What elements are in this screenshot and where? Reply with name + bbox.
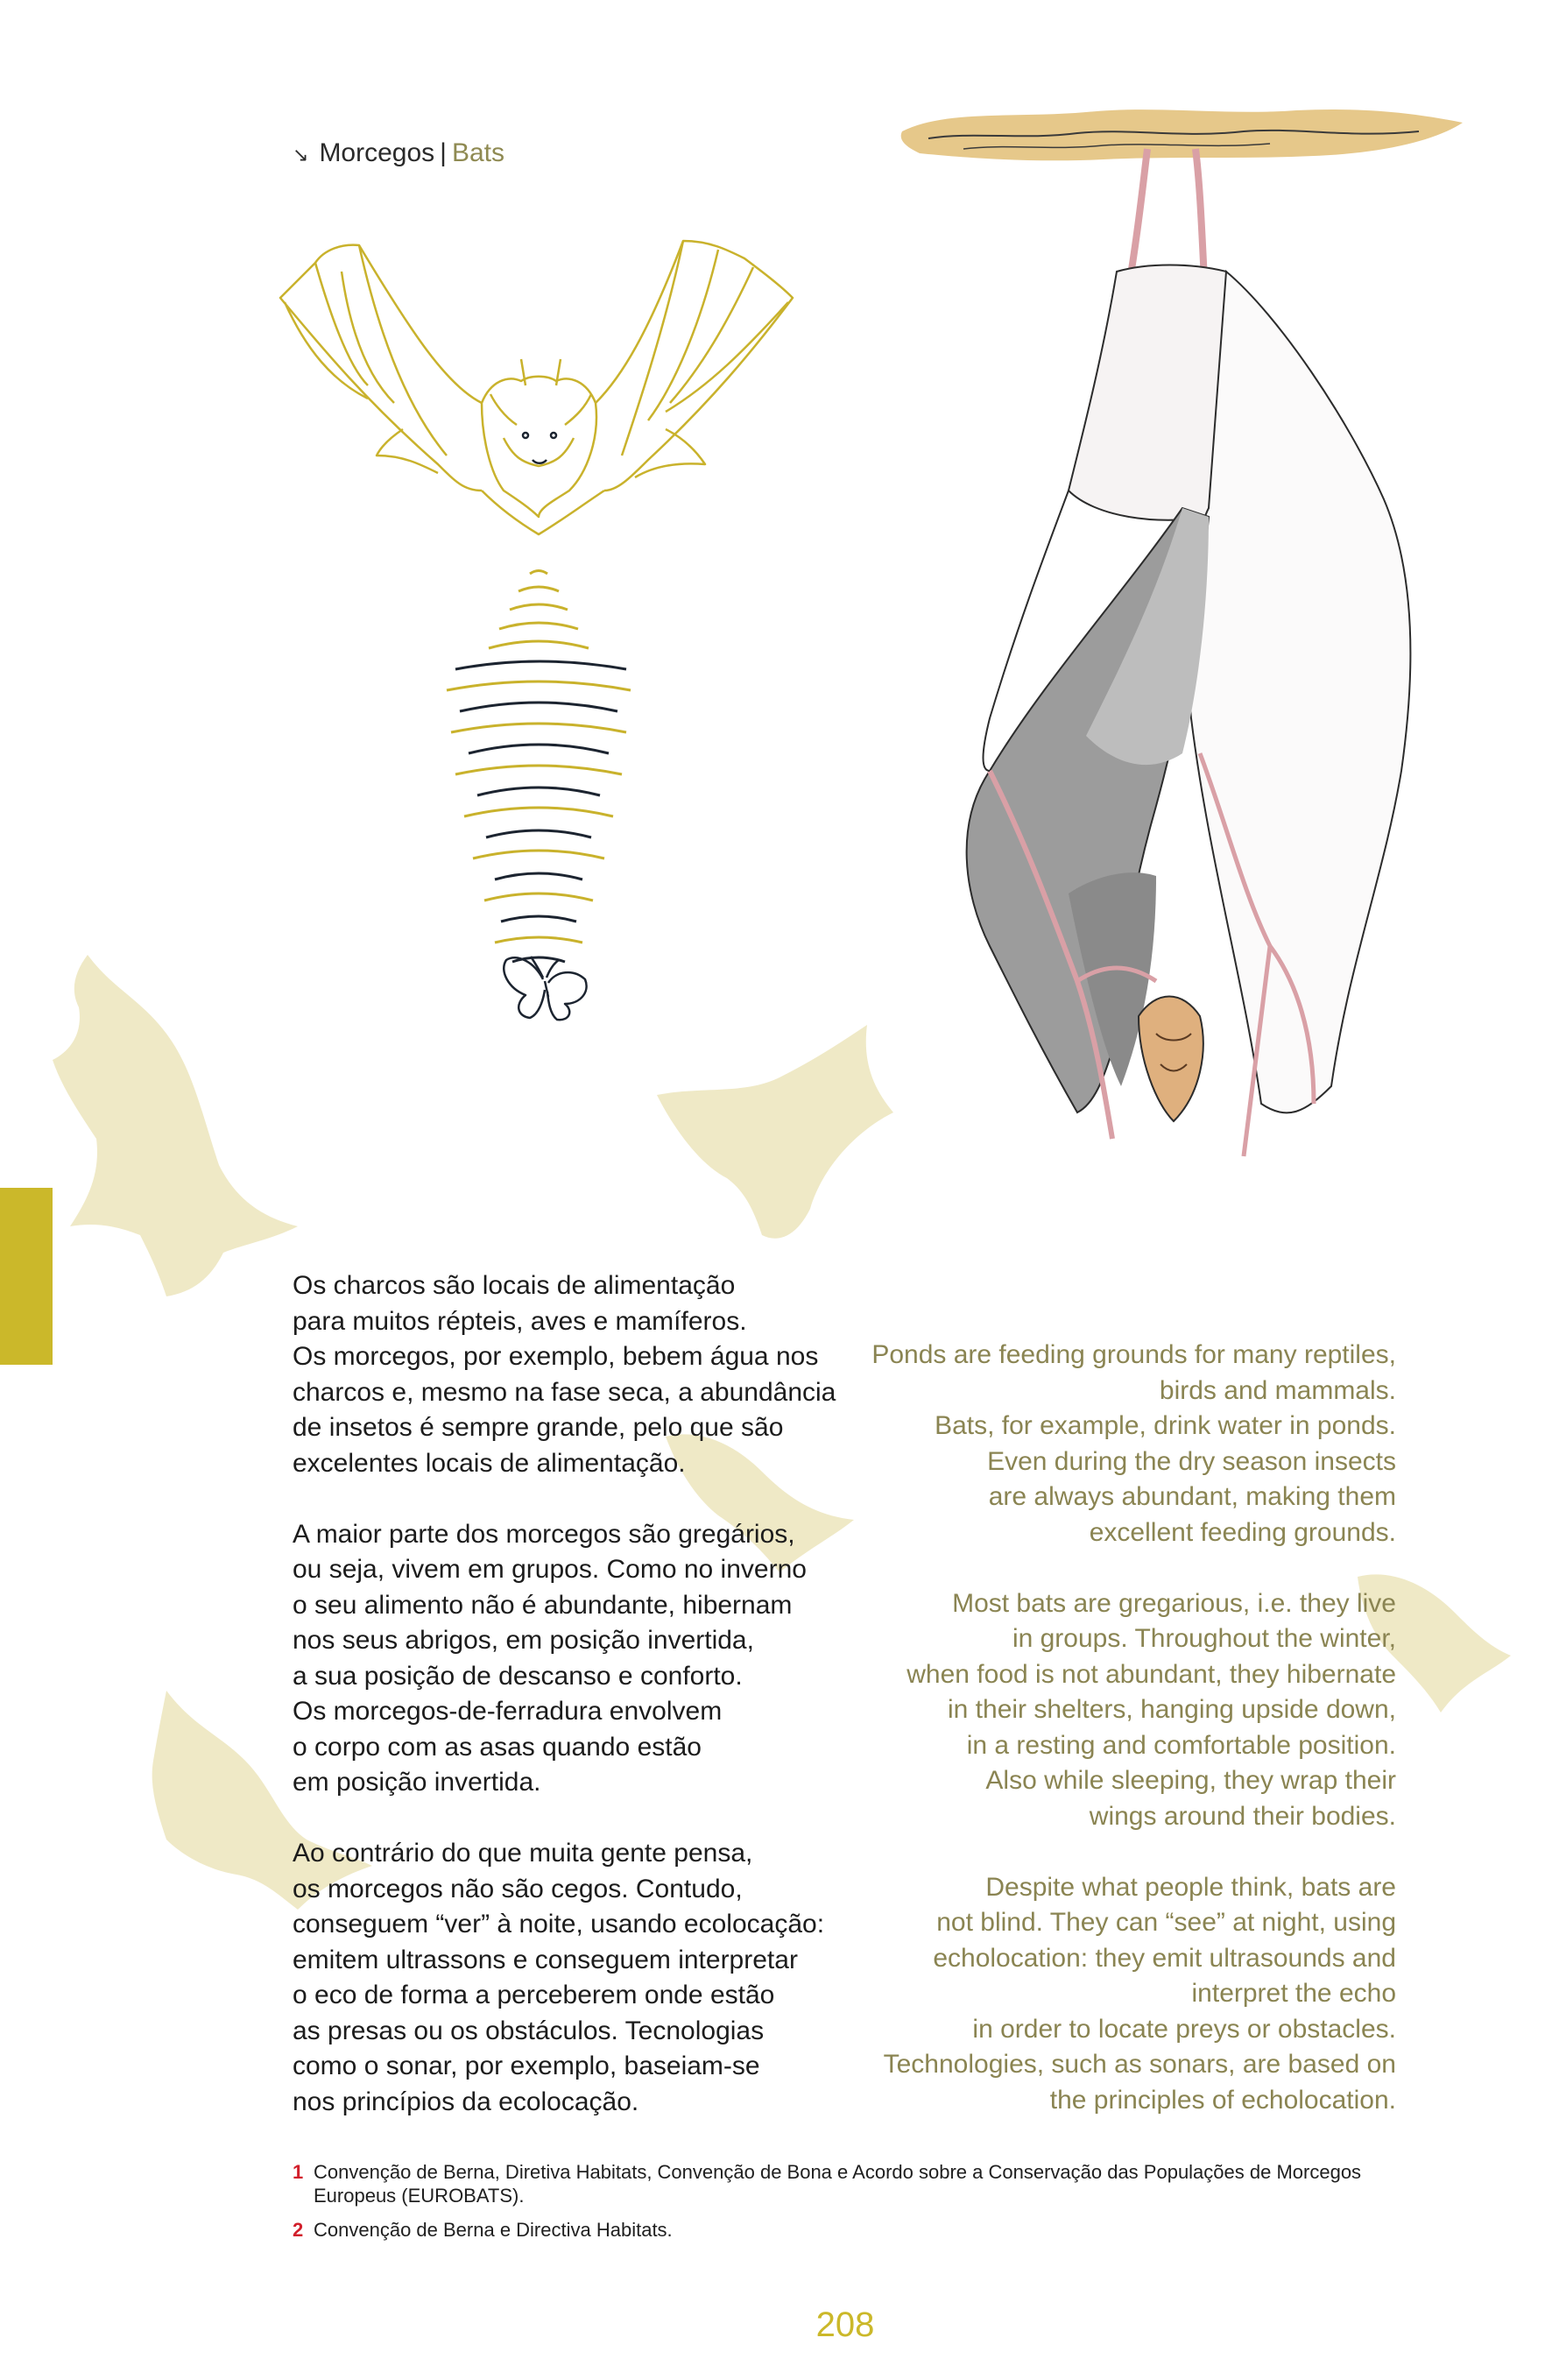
section-tab xyxy=(0,1188,53,1365)
portuguese-text-column xyxy=(293,1268,853,2156)
section-header xyxy=(293,138,504,168)
footnote-number: 2 xyxy=(293,2219,304,2241)
footnote-text: Convenção de Berna, Diretiva Habitats, Convenção de Bona e Acordo sobre a Conservação das Populações de Morcegos Europeus (EUROBATS). xyxy=(314,2161,1362,2207)
moth-icon xyxy=(499,953,596,1023)
header-separator: | xyxy=(440,138,447,167)
footnote-2 xyxy=(293,2218,1405,2242)
en-paragraph-2: Most bats are gregarious, i.e. they live in groups. Throughout the winter, when food is not abundant, they hibernate in their shelters, hanging upside down, in a resting and comfortable position. Also while sleeping, they wrap their wings around their bodies. xyxy=(907,1588,1396,1831)
pt-paragraph-1: Os charcos são locais de alimentação para muitos répteis, aves e mamíferos. Os morcegos, por exemplo, bebem água nos charcos e, mesmo na fase seca, a abundância de insetos é sempre grande, pelo que são excelentes locais de alimentação. xyxy=(293,1271,836,1478)
pt-paragraph-3: Ao contrário do que muita gente pensa, os morcegos não são cegos. Contudo, conseguem “ver” à noite, usando ecolocação: emitem ultrassons e conseguem interpretar o eco de forma a perceberem onde estão as presas ou os obstáculos. Tecnologias como o sonar, por exemplo, baseiam-se nos princípios da ecolocação. xyxy=(293,1839,825,2116)
header-title-pt: Morcegos xyxy=(319,138,435,167)
en-paragraph-3: Despite what people think, bats are not blind. They can “see” at night, using echolocation: they emit ultrasounds and interpret the echo in order to locate preys or obstacles. Technologies, such as sonars, are based on the principles of echolocation. xyxy=(883,1872,1396,2115)
footnote-text: Convenção de Berna e Directiva Habitats. xyxy=(314,2219,673,2241)
header-title-en: Bats xyxy=(451,138,504,167)
arrow-down-right-icon: ↘ xyxy=(293,144,309,166)
bat-silhouette-center xyxy=(648,1025,902,1244)
hanging-horseshoe-bat-illustration xyxy=(893,105,1471,1209)
flying-bat-echolocation-line-drawing xyxy=(193,228,893,1034)
footnote-1 xyxy=(293,2160,1405,2207)
page-number: 208 xyxy=(815,2306,875,2344)
footnote-number: 1 xyxy=(293,2161,304,2183)
pt-paragraph-2: A maior parte dos morcegos são gregários, ou seja, vivem em grupos. Como no inverno o seu alimento não é abundante, hibernam nos seus abrigos, em posição invertida, a sua posição de descanso e conforto. Os morcegos-de-ferradura envolvem o corpo com as asas quando estão em posição invertida. xyxy=(293,1519,807,1797)
en-paragraph-1: Ponds are feeding grounds for many reptiles, birds and mammals. Bats, for example, drink water in ponds. Even during the dry season insects are always abundant, making them excellent feeding grounds. xyxy=(871,1340,1396,1547)
english-text-column xyxy=(841,1338,1396,2154)
